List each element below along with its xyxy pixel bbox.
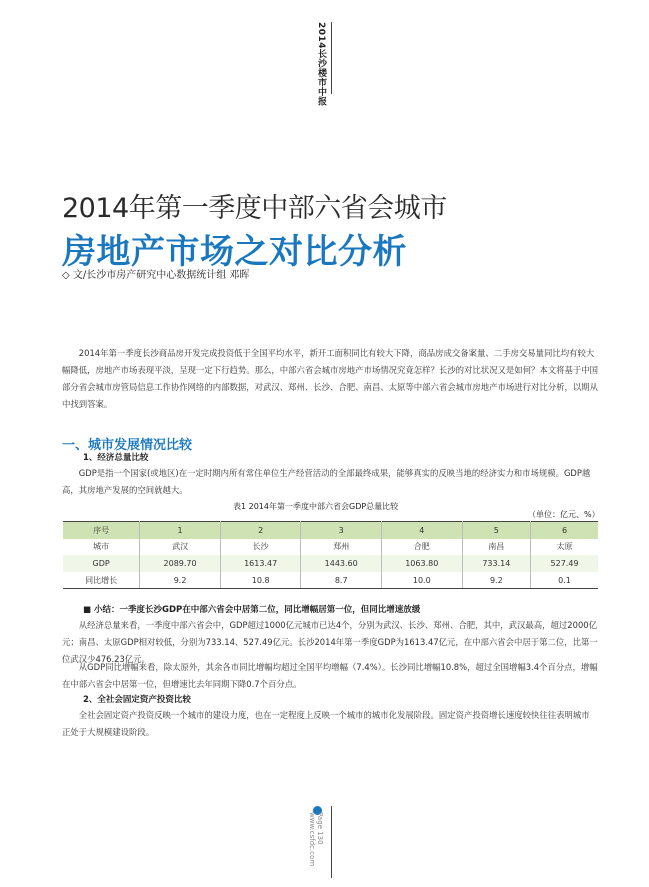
table-cell: 0.1 [531, 572, 598, 589]
table-cell: 2089.70 [140, 555, 221, 572]
table-cell: 5 [462, 522, 531, 539]
summary-heading: ■ 小结：一季度长沙GDP在中部六省会中居第二位，同比增幅居第一位，但同比增速放缓 [83, 605, 421, 615]
footer-page-label: Page 130 www.csfdc.com [308, 812, 324, 867]
table-cell: 527.49 [531, 555, 598, 572]
table-unit: （单位：亿元、%） [528, 510, 600, 519]
table-cell: 合肥 [381, 539, 462, 556]
intro-paragraph: 2014年第一季度长沙商品房开发完成投资低于全国平均水平，新开工面积同比有较大下降，商品房成交备案量、二手房交易量同比均有较大幅降低，房地产市场表现平淡，呈现一定下行趋势。那么，中部六省会城市房地产市场情况究竟怎样？长沙的对比状况又是如何？本文将基于中国部分省会城市房管局信息工作协作网络的内部数据，对武汉、郑州、长沙、合肥、南昌、太原等中部六省会城市房地产市场进行对比分析，以期从中找到答案。 [62, 348, 598, 409]
table-cell: 城市 [93, 542, 110, 552]
table-cell: 南昌 [462, 539, 531, 556]
table-cell: 同比增长 [63, 572, 140, 589]
table-cell: 1443.60 [301, 555, 382, 572]
footer-rule [331, 806, 332, 878]
table-cell: 6 [531, 522, 598, 539]
table-row [63, 522, 598, 539]
subsection-heading-2: 2、全社会固定资产投资比较 [83, 695, 191, 705]
table-cell: 1 [140, 522, 221, 539]
table-cell: 4 [381, 522, 462, 539]
table-row [63, 572, 598, 589]
section-heading: 一、城市发展情况比较 [62, 438, 193, 453]
table-cell: 序号 [63, 522, 140, 539]
table-cell: 武汉 [140, 539, 221, 556]
table-caption: 表1 2014年第一季度中部六省会GDP总量比较 [233, 502, 399, 511]
table-cell: 10.8 [220, 572, 301, 589]
table-row [63, 539, 598, 556]
byline: ◇ 文/长沙市房产研究中心数据统计组 邓晖 [62, 270, 250, 281]
table-cell: 郑州 [301, 539, 382, 556]
table-cell: 10.0 [381, 572, 462, 589]
table-cell: 1613.47 [220, 555, 301, 572]
title-line-1: 2014年第一季度中部六省会城市 [62, 193, 447, 224]
table-cell: 733.14 [462, 555, 531, 572]
header-rule [331, 22, 332, 94]
table-cell: 2 [220, 522, 301, 539]
header-vertical-label: 2014长沙楼市中报 [316, 22, 326, 107]
paragraph-gdp-growth: 从GDP同比增幅来看，除太原外，其余各市同比增幅均超过全国平均增幅（7.4%）。长沙同比增幅10.8%，超过全国增幅3.4个百分点，增幅在中部六省会中居第一位，但增速比去年同期下降0.7个百分点。 [62, 662, 598, 689]
table-row [63, 555, 598, 572]
subsection-heading-1: 1、经济总量比较 [83, 453, 149, 463]
table-cell: 1063.80 [381, 555, 462, 572]
paragraph-investment: 全社会固定资产投资反映一个城市的建设力度，也在一定程度上反映一个城市的城市化发展阶段。固定资产投资增长速度较快往往表明城市正处于大规模建设阶段。 [62, 710, 590, 737]
title-line-2: 房地产市场之对比分析 [62, 232, 407, 272]
table-cell: 9.2 [140, 572, 221, 589]
table-cell: 长沙 [220, 539, 301, 556]
paragraph-gdp-definition: GDP是指一个国家(或地区)在一定时期内所有常住单位生产经营活动的全部最终成果，能够真实的反映当地的经济实力和市场规模。GDP越高，其房地产发展的空间就越大。 [62, 468, 591, 495]
table-cell: 9.2 [462, 572, 531, 589]
gdp-table [63, 521, 598, 589]
table-cell: GDP [63, 555, 140, 572]
table-cell: 3 [301, 522, 382, 539]
table-cell: 8.7 [301, 572, 382, 589]
table-cell: 太原 [531, 539, 598, 556]
paragraph-gdp-total: 从经济总量来看，一季度中部六省会中，GDP超过1000亿元城市已达4个，分别为武汉、长沙、郑州、合肥，其中，武汉最高，超过2000亿元；南昌、太原GDP相对较低，分别为733.14、527.49亿元。长沙2014年第一季度GDP为1613.47亿元，在中部六省会中居于第二位，比第一位武汉少476.23亿元。 [62, 620, 598, 664]
